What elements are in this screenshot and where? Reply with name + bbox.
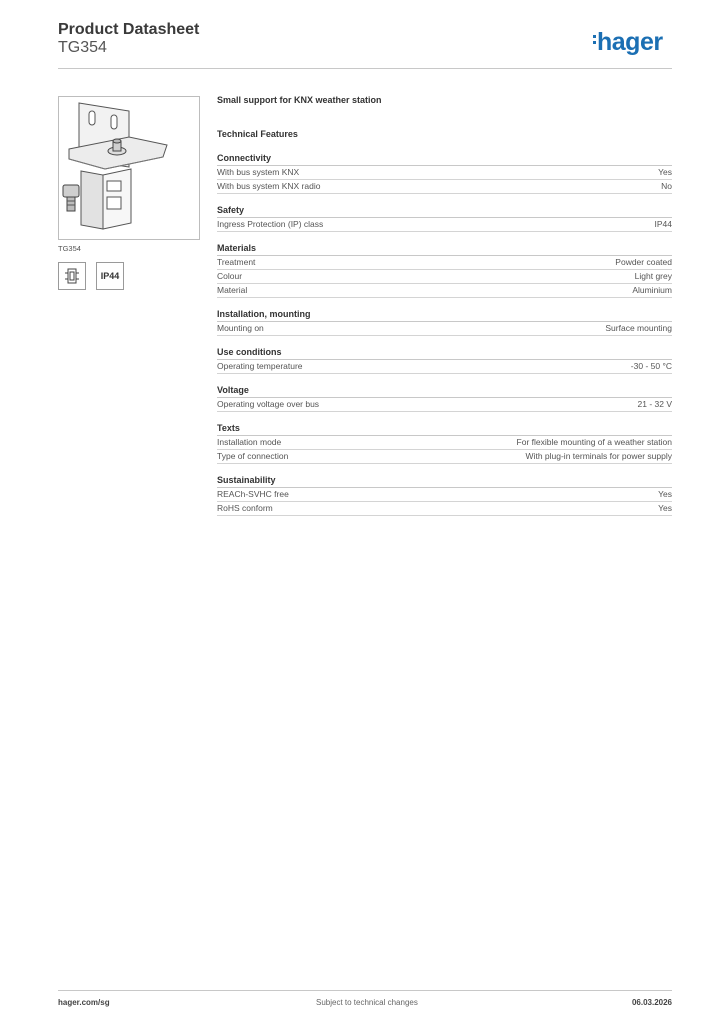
ip-rating-badge: [96, 262, 124, 290]
spec-value: -30 - 50 °C: [630, 361, 672, 371]
spec-value: Yes: [658, 167, 672, 177]
spec-value: No: [661, 181, 672, 191]
ip-rating-label: IP44: [100, 271, 120, 281]
product-code: TG354: [58, 39, 107, 56]
specification-panel: [217, 93, 672, 526]
spec-row: [217, 284, 672, 298]
footer-notice: Subject to technical changes: [316, 998, 418, 1007]
spec-section: [217, 308, 672, 336]
section-heading: Connectivity: [217, 152, 672, 166]
spec-label: Installation mode: [217, 437, 282, 447]
spec-label: Ingress Protection (IP) class: [217, 219, 324, 229]
section-heading: Voltage: [217, 384, 672, 398]
spec-label: RoHS conform: [217, 503, 273, 513]
spec-value: Yes: [658, 503, 672, 513]
section-heading: Texts: [217, 422, 672, 436]
header-divider: [58, 68, 672, 69]
spec-value: For flexible mounting of a weather station: [516, 437, 672, 447]
spec-value: With plug-in terminals for power supply: [525, 451, 672, 461]
spec-value: Surface mounting: [605, 323, 672, 333]
footer-divider: [58, 990, 672, 991]
spec-row: [217, 322, 672, 336]
spec-label: Operating temperature: [217, 361, 303, 371]
bracket-illustration-icon: [59, 97, 199, 239]
section-heading: Installation, mounting: [217, 308, 672, 322]
spec-label: With bus system KNX radio: [217, 181, 321, 191]
section-heading: Sustainability: [217, 474, 672, 488]
spec-label: Material: [217, 285, 248, 295]
page-title: Product Datasheet: [58, 21, 200, 38]
spec-row: [217, 180, 672, 194]
spec-sections: [217, 152, 672, 516]
spec-section: [217, 346, 672, 374]
spec-section: [217, 422, 672, 464]
spec-section: [217, 242, 672, 298]
spec-row: [217, 398, 672, 412]
spec-value: Yes: [658, 489, 672, 499]
section-heading: Use conditions: [217, 346, 672, 360]
spec-row: [217, 270, 672, 284]
spec-section: [217, 474, 672, 516]
image-caption: TG354: [58, 244, 81, 253]
spec-row: [217, 166, 672, 180]
spec-label: Mounting on: [217, 323, 264, 333]
spec-value: 21 - 32 V: [637, 399, 672, 409]
footer-date: 06.03.2026: [631, 998, 672, 1007]
spec-row: [217, 450, 672, 464]
spec-value: Light grey: [634, 271, 672, 281]
spec-row: [217, 488, 672, 502]
spec-label: With bus system KNX: [217, 167, 300, 177]
spec-label: Colour: [217, 271, 243, 281]
spec-label: Treatment: [217, 257, 256, 267]
spec-value: Aluminium: [632, 285, 672, 295]
spec-row: [217, 360, 672, 374]
hager-logo[interactable]: [593, 28, 663, 57]
logo-text: hager: [597, 28, 663, 56]
product-image: [58, 96, 200, 240]
section-heading: Materials: [217, 242, 672, 256]
spec-row: [217, 502, 672, 516]
spec-value: IP44: [654, 219, 672, 229]
product-description: Small support for KNX weather station: [217, 95, 382, 105]
spec-row: [217, 256, 672, 270]
logo-dots-icon: [593, 32, 596, 47]
footer-website[interactable]: hager.com/sg: [58, 998, 110, 1007]
spec-section: [217, 204, 672, 232]
spec-label: Operating voltage over bus: [217, 399, 320, 409]
spec-value: Powder coated: [615, 257, 672, 267]
spec-label: REACh-SVHC free: [217, 489, 289, 499]
din-rail-mount-icon: [58, 262, 86, 290]
technical-features-heading: Technical Features: [217, 129, 298, 139]
spec-label: Type of connection: [217, 451, 289, 461]
spec-section: [217, 384, 672, 412]
spec-row: [217, 436, 672, 450]
section-heading: Safety: [217, 204, 672, 218]
spec-section: [217, 152, 672, 194]
spec-row: [217, 218, 672, 232]
